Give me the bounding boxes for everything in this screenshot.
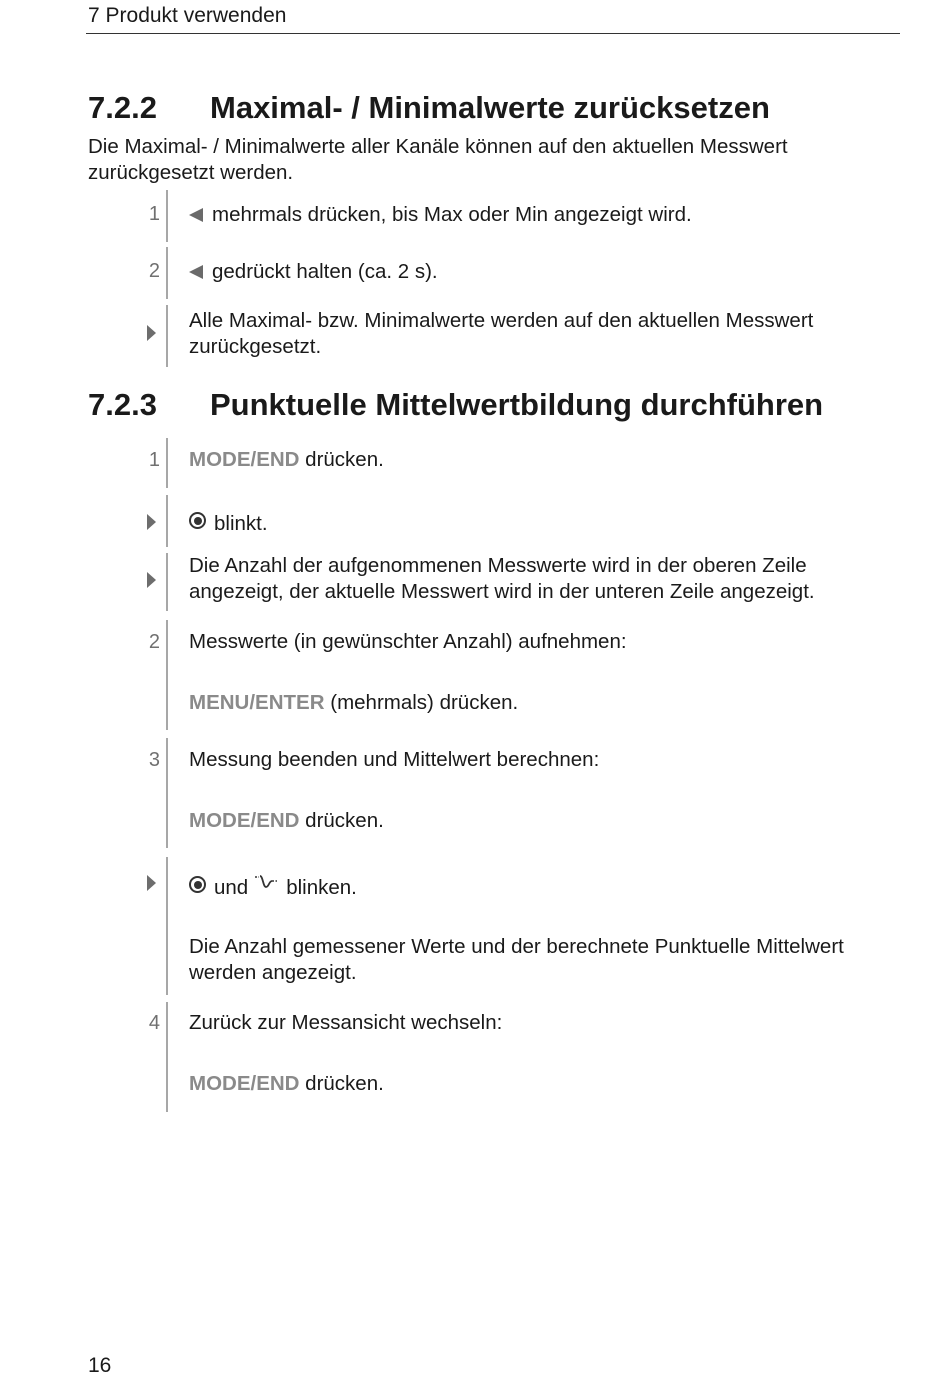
result-arrow-icon (147, 325, 156, 341)
step-number: 3 (148, 749, 160, 771)
step-text: Messung beenden und Mittelwert berechnen: (189, 748, 600, 771)
result-label: blinkt. (214, 512, 268, 535)
result-label: und (214, 876, 249, 899)
result-text: Alle Maximal- bzw. Minimalwerte werden auf den aktuellen Messwert zurückgesetzt. (189, 309, 814, 358)
section-number: 7.2.2 (88, 90, 157, 125)
record-icon (189, 512, 206, 529)
step-label: mehrmals drücken, bis Max oder Min angezeigt wird. (212, 203, 692, 226)
running-header: 7 Produkt verwenden (88, 4, 287, 27)
section-number: 7.2.3 (88, 387, 157, 422)
header-rule (86, 33, 900, 34)
step-rule (166, 495, 168, 547)
result-text (189, 511, 889, 537)
step-rule (166, 438, 168, 488)
step-rule (166, 1002, 168, 1112)
key-label: MENU/ENTER (189, 691, 325, 714)
step-rule (166, 620, 168, 730)
step-text (189, 259, 889, 285)
step-text (189, 202, 889, 228)
step-label: drücken. (299, 1072, 384, 1095)
step-action (189, 808, 889, 834)
result-arrow-icon (147, 572, 156, 588)
section-intro: Die Maximal- / Minimalwerte aller Kanäle können auf den aktuellen Messwert zurückgesetzt werden. (88, 135, 788, 184)
step-label: (mehrmals) drücken. (324, 691, 519, 714)
section-title: Maximal- / Minimalwerte zurücksetzen (210, 90, 770, 125)
result-text: Die Anzahl der aufgenommenen Messwerte wird in der oberen Zeile angezeigt, der aktuelle Messwert wird in der unteren Zeile angezeigt. (189, 554, 815, 603)
key-label: MODE/END (189, 1072, 300, 1095)
key-label: MODE/END (189, 448, 300, 471)
step-rule (166, 857, 168, 995)
step-rule (166, 247, 168, 299)
step-rule (166, 553, 168, 611)
step-rule (166, 738, 168, 848)
left-triangle-icon (189, 265, 203, 279)
step-action (189, 1071, 889, 1097)
step-text: Messwerte (in gewünschter Anzahl) aufnehmen: (189, 630, 627, 653)
result-text (189, 872, 889, 901)
step-action (189, 690, 889, 716)
step-number: 4 (148, 1012, 160, 1034)
step-label: drücken. (299, 448, 384, 471)
step-number: 2 (148, 631, 160, 653)
average-icon (254, 872, 278, 896)
result-arrow-icon (147, 875, 156, 891)
step-number: 1 (148, 203, 160, 225)
result-text: Die Anzahl gemessener Werte und der berechnete Punktuelle Mittelwert werden angezeigt. (189, 935, 844, 984)
step-rule (166, 190, 168, 242)
step-rule (166, 305, 168, 367)
key-label: MODE/END (189, 809, 300, 832)
step-text: Zurück zur Messansicht wechseln: (189, 1011, 503, 1034)
left-triangle-icon (189, 208, 203, 222)
section-title: Punktuelle Mittelwertbildung durchführen (210, 387, 824, 422)
step-label: drücken. (299, 809, 384, 832)
record-icon (189, 876, 206, 893)
step-number: 2 (148, 260, 160, 282)
step-label: gedrückt halten (ca. 2 s). (212, 260, 438, 283)
step-text (189, 447, 889, 473)
result-label: blinken. (286, 876, 357, 899)
step-number: 1 (148, 449, 160, 471)
page-number: 16 (88, 1354, 112, 1377)
result-arrow-icon (147, 514, 156, 530)
